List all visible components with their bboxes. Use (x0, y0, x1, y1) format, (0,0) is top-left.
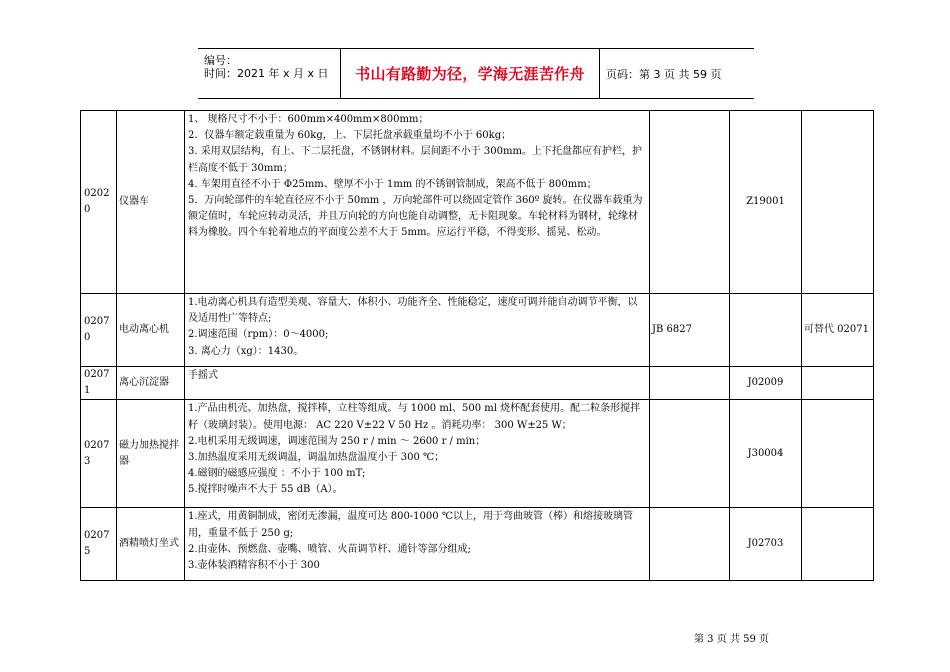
item-remark: 可替代 02071 (802, 294, 874, 367)
item-standard: JB 6827 (650, 294, 730, 367)
time-label: 时间：2021 年 x 月 x 日 (204, 67, 329, 80)
desc-line: 5.搅拌时噪声不大于 55 dB（A）。 (188, 484, 343, 496)
header-motto: 书山有路勤为径，学海无涯苦作舟 (341, 49, 600, 98)
desc-line: 2.由壶体、预燃盘、壶嘴、喷管、火苗调节杆、通针等部分组成; (188, 543, 471, 555)
desc-line: 1、 规格尺寸不小于：600mm×400mm×800mm； (188, 114, 429, 125)
desc-line: 2.调速范围（rpm）：0～4000; (188, 329, 329, 341)
spec-table (80, 110, 874, 581)
item-code: 02075 (81, 508, 117, 581)
item-remark (802, 400, 874, 508)
item-description (185, 400, 650, 508)
desc-line: 4. 车架用直径不小于 Φ25mm、壁厚不小于 1mm 的不锈钢管制成，架高不低于 800mm； (188, 178, 597, 190)
item-description (185, 508, 650, 581)
item-code: 02071 (81, 367, 117, 400)
item-name: 磁力加热搅拌器 (117, 400, 185, 508)
desc-line: 5．万向轮部件的车轮直径应不小于 50mm ，万向轮部件可以绕固定管作 360º 旋转。在仪器车载重为额定值时，车轮应转动灵活，并且万向轮的方向也能自动调整，无卡阻现象。车轮材料为钢材，轮缘材料为橡胶。四个车轮着地点的平面度公差不大于 5mm。应运行平稳，不得变形、摇晃、松动。 (188, 195, 643, 239)
page-header (198, 48, 754, 99)
item-remark (802, 508, 874, 581)
desc-line: 1.座式，用黄铜制成，密闭无渗漏，温度可达 800-1000 ℃以上，用于弯曲玻管（棒）和熔接玻璃管用，重量不低于 250 g; (188, 511, 633, 539)
item-catalog-code: J30004 (730, 400, 802, 508)
item-name: 酒精喷灯坐式 (117, 508, 185, 581)
desc-line: 3. 离心力（xg）：1430。 (188, 345, 304, 357)
desc-line: 4.磁钢的磁感应强度 ：不小于 100 mT; (188, 468, 366, 480)
number-label: 编号： (204, 54, 237, 67)
item-standard (650, 400, 730, 508)
table-row (81, 111, 874, 294)
item-name: 仪器车 (117, 111, 185, 294)
page-footer: 第 3 页 共 59 页 (694, 634, 769, 645)
item-code: 02073 (81, 400, 117, 508)
table-row (81, 294, 874, 367)
item-description (185, 367, 650, 400)
item-remark (802, 367, 874, 400)
item-name: 离心沉淀器 (117, 367, 185, 400)
item-catalog-code: J02009 (730, 367, 802, 400)
item-code: 02020 (81, 111, 117, 294)
item-catalog-code (730, 294, 802, 367)
desc-line: 2.电机采用无级调速，调速范围为 250 r / min ～ 2600 r / min； (188, 435, 486, 447)
item-description (185, 111, 650, 294)
header-meta-cell (198, 49, 341, 98)
item-description (185, 294, 650, 367)
item-standard (650, 367, 730, 400)
desc-line: 3.壶体装酒精容积不小于 300 (188, 560, 320, 572)
table-row (81, 508, 874, 581)
item-standard (650, 111, 730, 294)
item-code: 02070 (81, 294, 117, 367)
page-info: 页码：第 3 页 共 59 页 (606, 67, 722, 81)
item-catalog-code: J02703 (730, 508, 802, 581)
desc-line: 手摇式 (188, 370, 218, 381)
item-standard (650, 508, 730, 581)
desc-line: 1.电动离心机具有造型美观、容量大、体积小、功能齐全、性能稳定，速度可调并能自动调节平衡，以及适用性广等特点; (188, 297, 638, 325)
item-catalog-code: Z19001 (730, 111, 802, 294)
item-name: 电动离心机 (117, 294, 185, 367)
item-remark (802, 111, 874, 294)
desc-line: 3.加热温度采用无级调温，调温加热盘温度小于 300 ℃； (188, 452, 445, 464)
table-row (81, 400, 874, 508)
desc-line: 2．仪器车额定载重量为 60kg，上、下层托盘承载重量均不小于 60kg； (188, 130, 512, 142)
desc-line: 1.产品由机壳、加热盘，搅拌棒，立柱等组成。与 1000 ml、500 ml 烧杯配套使用。配二粒条形搅拌籽（玻璃封装）。使用电源： AC 220 V±22 V 50 Hz 。消耗功率： 300 W±25 W； (188, 403, 641, 431)
desc-line: 3. 采用双层结构，有上、下二层托盘，不锈钢材料。层间距不小于 300mm。上下托盘都应有护栏，护栏高度不低于 30mm； (188, 146, 642, 174)
table-row (81, 367, 874, 400)
